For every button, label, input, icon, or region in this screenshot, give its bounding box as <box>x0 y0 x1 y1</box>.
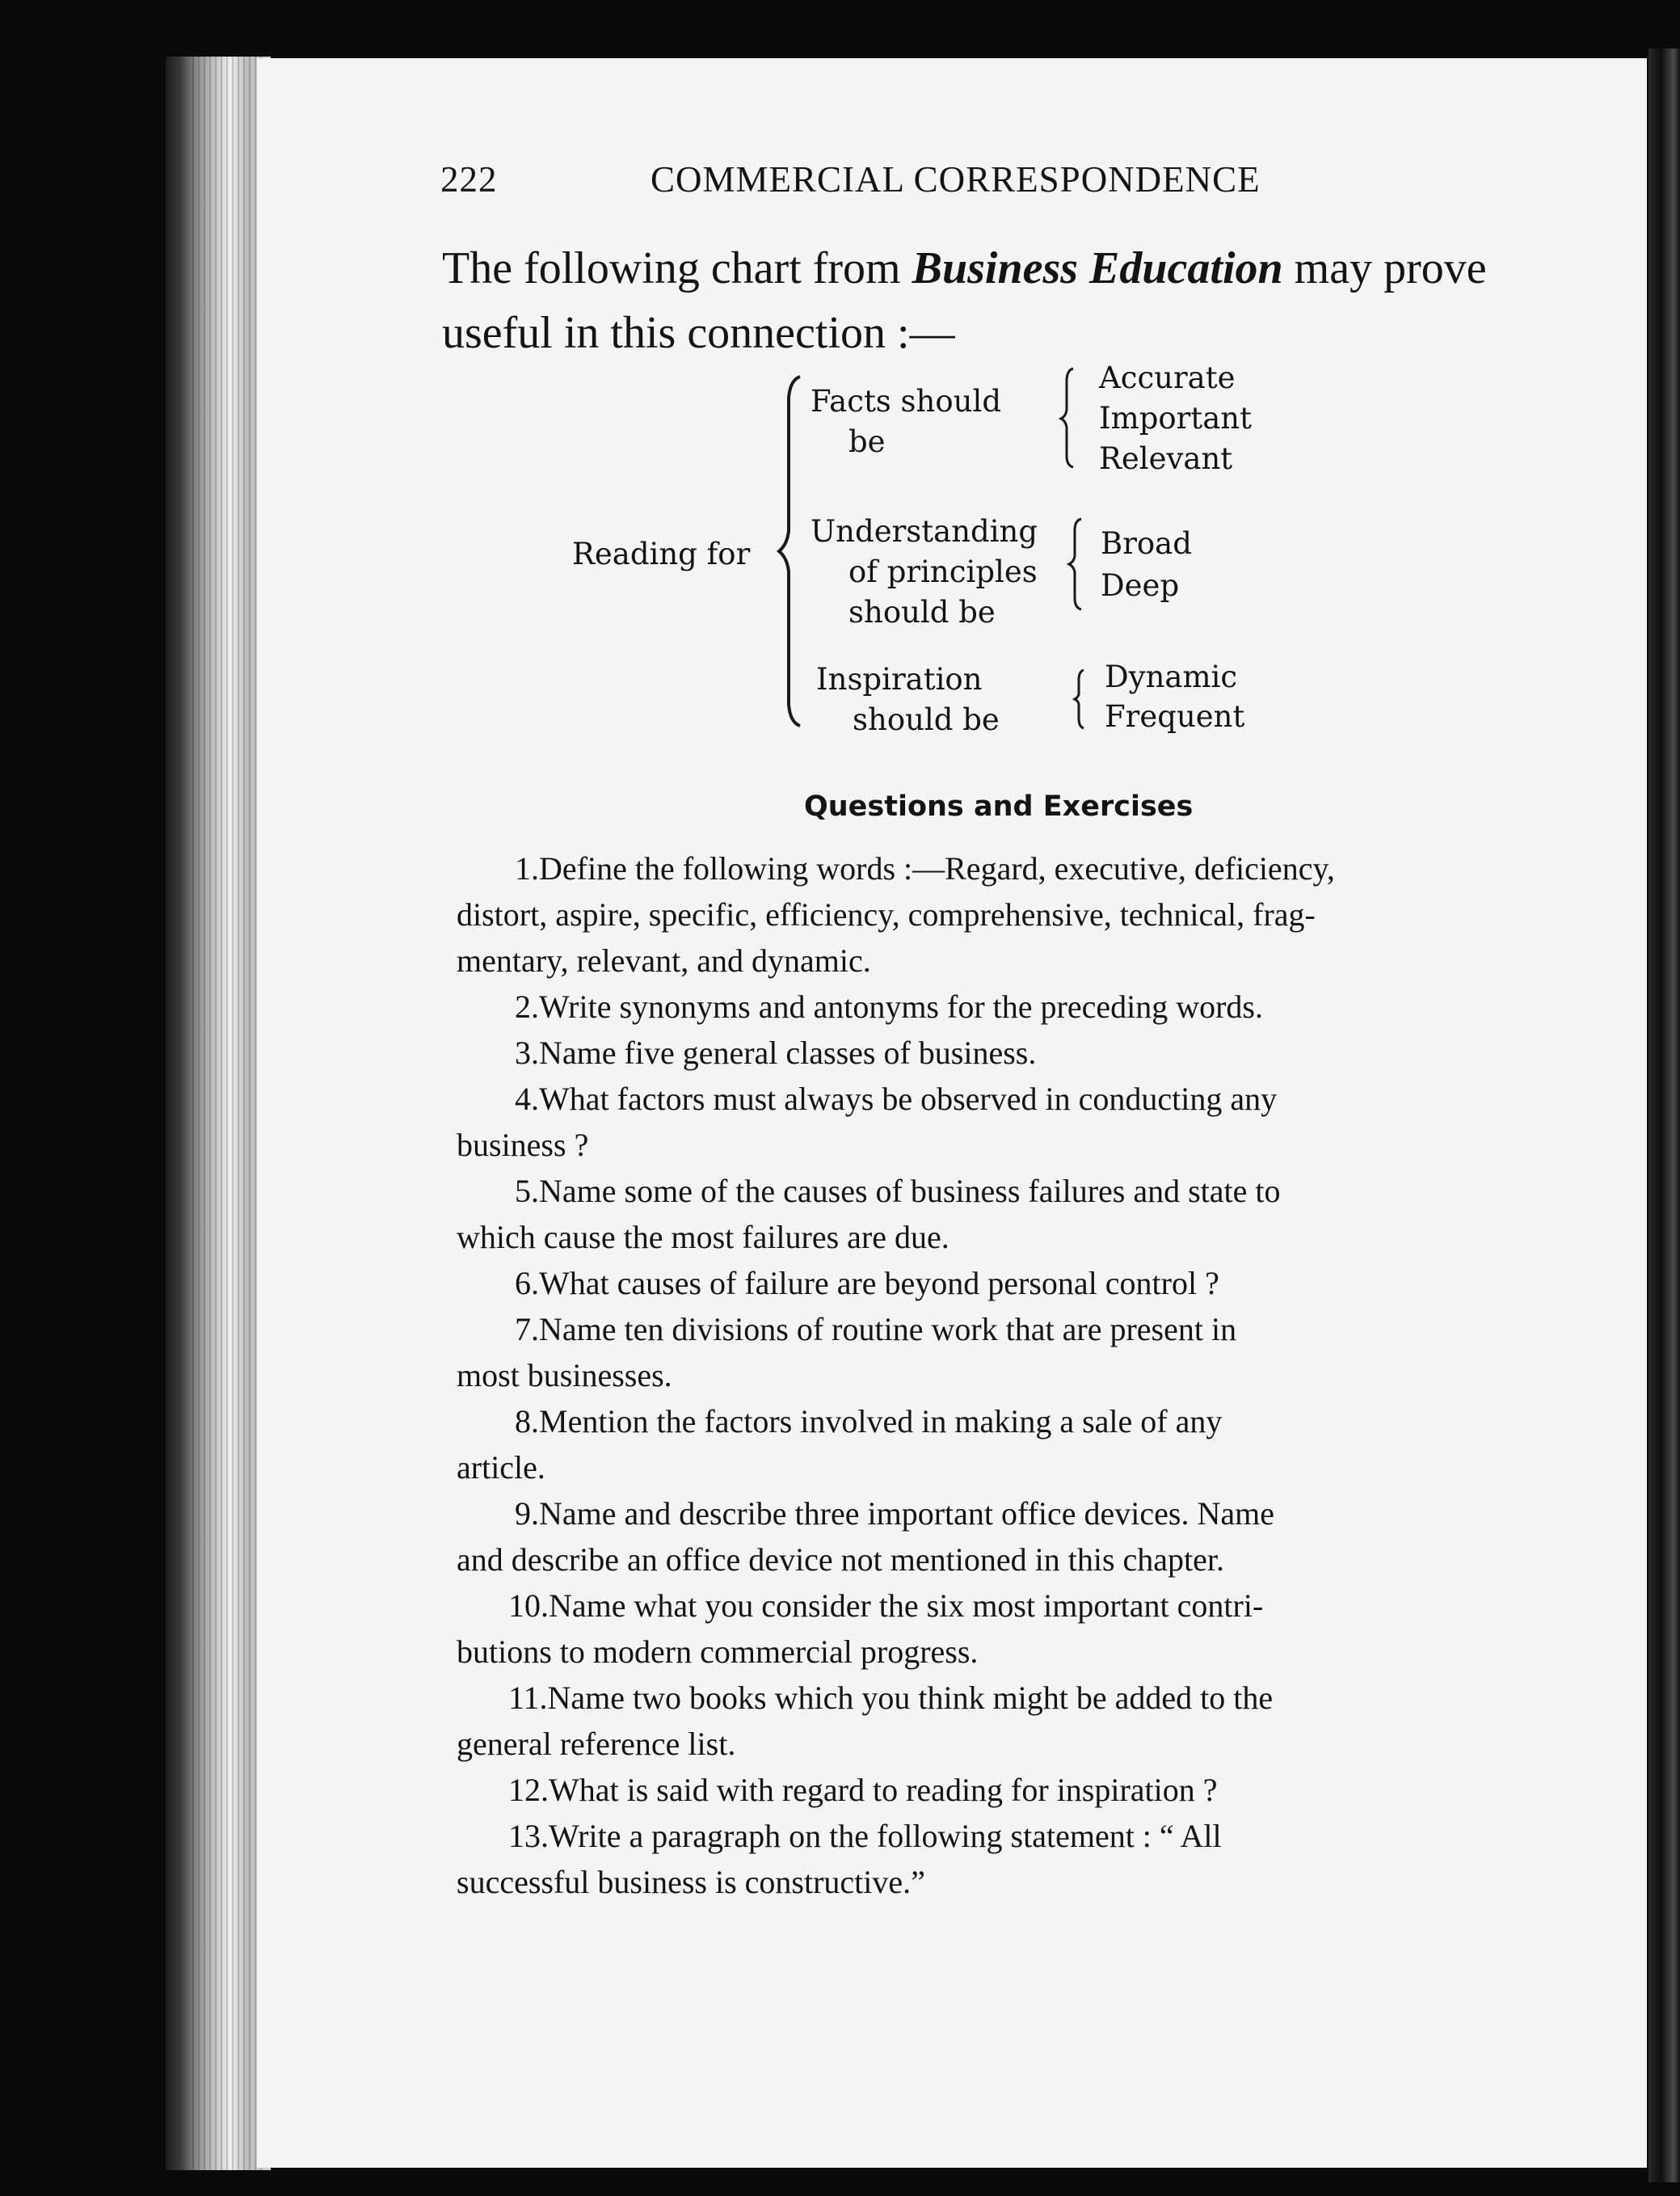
exercise-number: 12. <box>508 1772 549 1808</box>
exercise-line: distort, aspire, specific, efficiency, comprehensive, technical, frag- <box>457 896 1316 933</box>
page-edges <box>192 57 265 2170</box>
exercise-line: successful business is constructive.” <box>457 1864 925 1900</box>
exercise-line <box>457 1583 1523 1629</box>
exercise-text: Write synonyms and antonyms for the preceding words. <box>539 988 1263 1025</box>
exercise-number: 1. <box>515 850 539 887</box>
exercises-heading: Questions and Exercises <box>804 790 1194 823</box>
exercise-line <box>457 1260 1523 1306</box>
branch-2-label-1: Understanding <box>811 514 1038 549</box>
branch-1-item-3: Relevant <box>1099 441 1233 476</box>
exercise-line <box>457 1168 1523 1214</box>
exercise-line <box>457 1813 1523 1859</box>
exercise-text: Name five general classes of business. <box>539 1035 1037 1071</box>
exercise-item <box>457 1583 1523 1675</box>
exercise-line <box>457 1490 1523 1536</box>
exercise-line: and describe an office device not mentioned in this chapter. <box>457 1541 1225 1578</box>
exercise-item <box>457 1076 1523 1168</box>
exercise-item <box>457 1490 1523 1583</box>
exercise-line: mentary, relevant, and dynamic. <box>457 942 871 979</box>
intro-source: Business Education <box>912 243 1283 293</box>
branch-3-label-1: Inspiration <box>816 662 983 697</box>
exercise-line: article. <box>457 1449 545 1486</box>
exercise-line: business ? <box>457 1127 589 1163</box>
branch-3-label-2: should be <box>853 702 1000 737</box>
branch-3-brace <box>1071 667 1088 731</box>
exercise-item <box>457 1168 1523 1260</box>
exercise-text: Name ten divisions of routine work that are present in <box>539 1311 1237 1347</box>
exercise-number: 7. <box>515 1311 539 1347</box>
exercise-line <box>457 1675 1523 1721</box>
exercise-item <box>457 1767 1523 1813</box>
exercise-line <box>457 1306 1523 1352</box>
exercise-item <box>457 845 1523 984</box>
exercise-line: general reference list. <box>457 1726 736 1762</box>
running-title: COMMERCIAL CORRESPONDENCE <box>651 159 1261 200</box>
branch-1-label-2: be <box>848 424 886 459</box>
exercise-line <box>457 1030 1523 1076</box>
exercise-item <box>457 1260 1523 1306</box>
branch-1-label-1: Facts should <box>811 384 1002 419</box>
intro-line-1 <box>442 236 1487 301</box>
exercise-text: Name what you consider the six most important contri- <box>549 1587 1264 1624</box>
exercise-line <box>457 1076 1523 1122</box>
branch-3-item-1: Dynamic <box>1105 660 1238 694</box>
branch-2-brace <box>1065 516 1086 613</box>
exercise-number: 3. <box>515 1035 539 1071</box>
exercise-number: 11. <box>508 1680 548 1716</box>
branch-1-brace <box>1057 365 1078 470</box>
exercise-text: Name two books which you think might be added to the <box>547 1680 1274 1716</box>
exercise-text: Name and describe three important office devices. Name <box>539 1495 1274 1532</box>
exercise-number: 8. <box>515 1403 539 1439</box>
exercise-text: Mention the factors involved in making a sale of any <box>539 1403 1223 1439</box>
exercise-text: Define the following words :—Regard, executive, deficiency, <box>539 850 1335 887</box>
chart-root: Reading for <box>572 537 751 571</box>
exercise-line: butions to modern commercial progress. <box>457 1633 979 1670</box>
branch-1-item-2: Important <box>1099 401 1252 436</box>
exercise-text: What causes of failure are beyond personal control ? <box>539 1265 1219 1301</box>
exercise-line: which cause the most failures are due. <box>457 1219 949 1255</box>
branch-3-item-2: Frequent <box>1105 699 1245 734</box>
intro-line-2: useful in this connection :— <box>442 308 955 358</box>
exercise-line: most businesses. <box>457 1357 672 1393</box>
exercise-item <box>457 1675 1523 1767</box>
exercise-text: What factors must always be observed in conducting any <box>539 1081 1278 1117</box>
exercise-line <box>457 1767 1523 1813</box>
branch-2-label-3: should be <box>848 595 996 630</box>
branch-1-item-1: Accurate <box>1099 360 1236 395</box>
exercise-item <box>457 1306 1523 1398</box>
exercise-list <box>457 845 1523 1905</box>
exercise-number: 2. <box>515 988 539 1025</box>
exercise-line <box>457 984 1523 1030</box>
exercise-number: 6. <box>515 1265 539 1301</box>
page-number: 222 <box>440 159 498 200</box>
exercise-number: 10. <box>508 1587 549 1624</box>
main-brace <box>774 373 806 729</box>
exercise-text: Write a paragraph on the following statement : “ All <box>549 1818 1222 1854</box>
exercise-item <box>457 984 1523 1030</box>
intro-before: The following chart from <box>442 243 901 293</box>
exercise-item <box>457 1030 1523 1076</box>
exercise-number: 13. <box>508 1818 549 1854</box>
exercise-item <box>457 1398 1523 1490</box>
exercise-text: What is said with regard to reading for inspiration ? <box>549 1772 1218 1808</box>
branch-2-item-1: Broad <box>1101 526 1192 561</box>
exercise-text: Name some of the causes of business failures and state to <box>539 1173 1281 1209</box>
exercise-line <box>457 845 1523 891</box>
branch-2-item-2: Deep <box>1101 568 1180 603</box>
exercise-number: 4. <box>515 1081 539 1117</box>
exercise-line <box>457 1398 1523 1444</box>
intro-after: may prove <box>1294 243 1487 293</box>
exercise-item <box>457 1813 1523 1905</box>
exercise-number: 9. <box>515 1495 539 1532</box>
facing-page-edge <box>1648 48 1680 2182</box>
branch-2-label-2: of principles <box>848 554 1038 589</box>
exercise-number: 5. <box>515 1173 539 1209</box>
